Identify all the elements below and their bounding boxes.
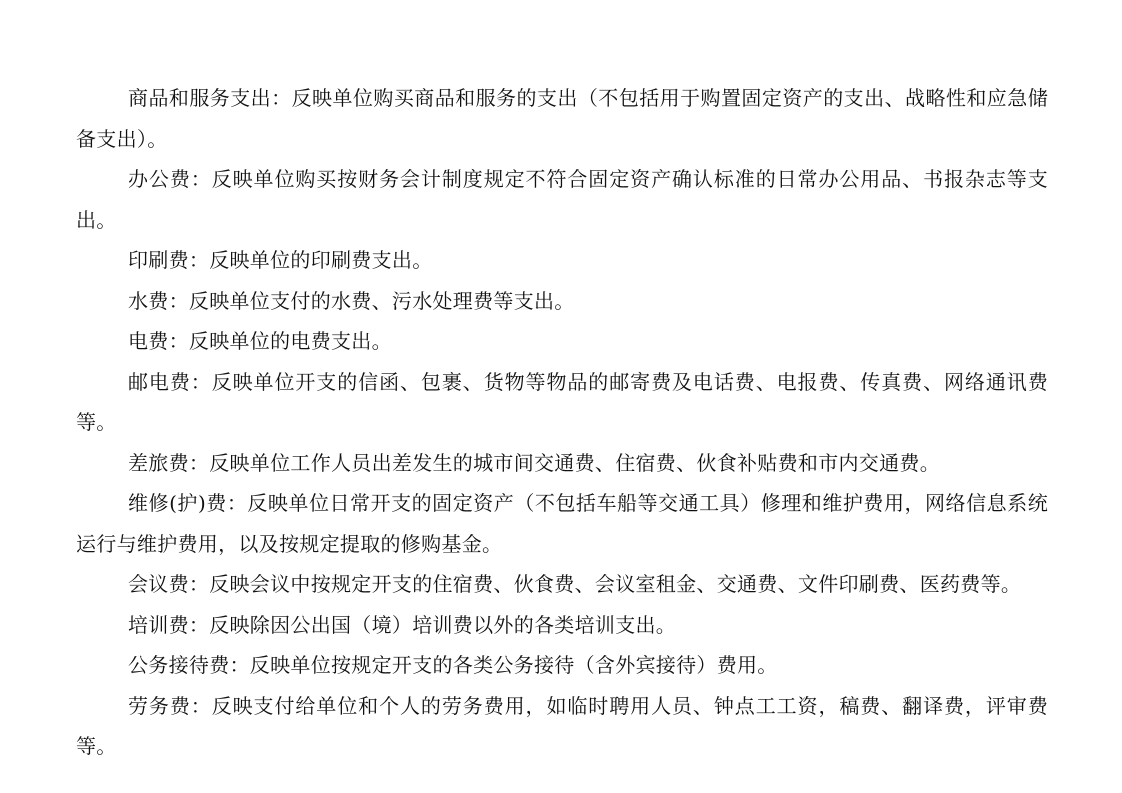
paragraph-water-fees: 水费：反映单位支付的水费、污水处理费等支出。: [128, 288, 575, 313]
document-page: [76, 78, 1048, 767]
paragraph-travel-expenses: 差旅费：反映单位工作人员出差发生的城市间交通费、住宿费、伙食补贴费和市内交通费。: [128, 450, 940, 475]
paragraph-postal-telecom-fees: 邮电费：反映单位开支的信函、包裹、货物等物品的邮寄费及电话费、电报费、传真费、网络通讯费等。: [76, 369, 1048, 434]
paragraph-training-fees: 培训费：反映除因公出国（境）培训费以外的各类培训支出。: [128, 612, 677, 637]
paragraph-official-reception-fees: 公务接待费：反映单位按规定开支的各类公务接待（含外宾接待）费用。: [128, 653, 778, 677]
paragraph-meeting-fees: 会议费：反映会议中按规定开支的住宿费、伙食费、会议室租金、交通费、文件印刷费、医药费等。: [128, 572, 1022, 596]
paragraph-goods-and-services: 商品和服务支出：反映单位购买商品和服务的支出（不包括用于购置固定资产的支出、战略性和应急储备支出）。: [76, 86, 1048, 151]
paragraph-office-expenses: 办公费：反映单位购买按财务会计制度规定不符合固定资产确认标准的日常办公用品、书报杂志等支出。: [76, 167, 1048, 232]
paragraph-printing-fees: 印刷费：反映单位的印刷费支出。: [128, 248, 433, 272]
paragraph-labor-service-fees: 劳务费：反映支付给单位和个人的劳务费用，如临时聘用人员、钟点工工资，稿费、翻译费，评审费等。: [76, 693, 1048, 758]
paragraph-maintenance-fees: 维修(护)费：反映单位日常开支的固定资产（不包括车船等交通工具）修理和维护费用，网络信息系统运行与维护费用，以及按规定提取的修购基金。: [76, 491, 1048, 556]
paragraph-electricity-fees: 电费：反映单位的电费支出。: [128, 329, 392, 353]
